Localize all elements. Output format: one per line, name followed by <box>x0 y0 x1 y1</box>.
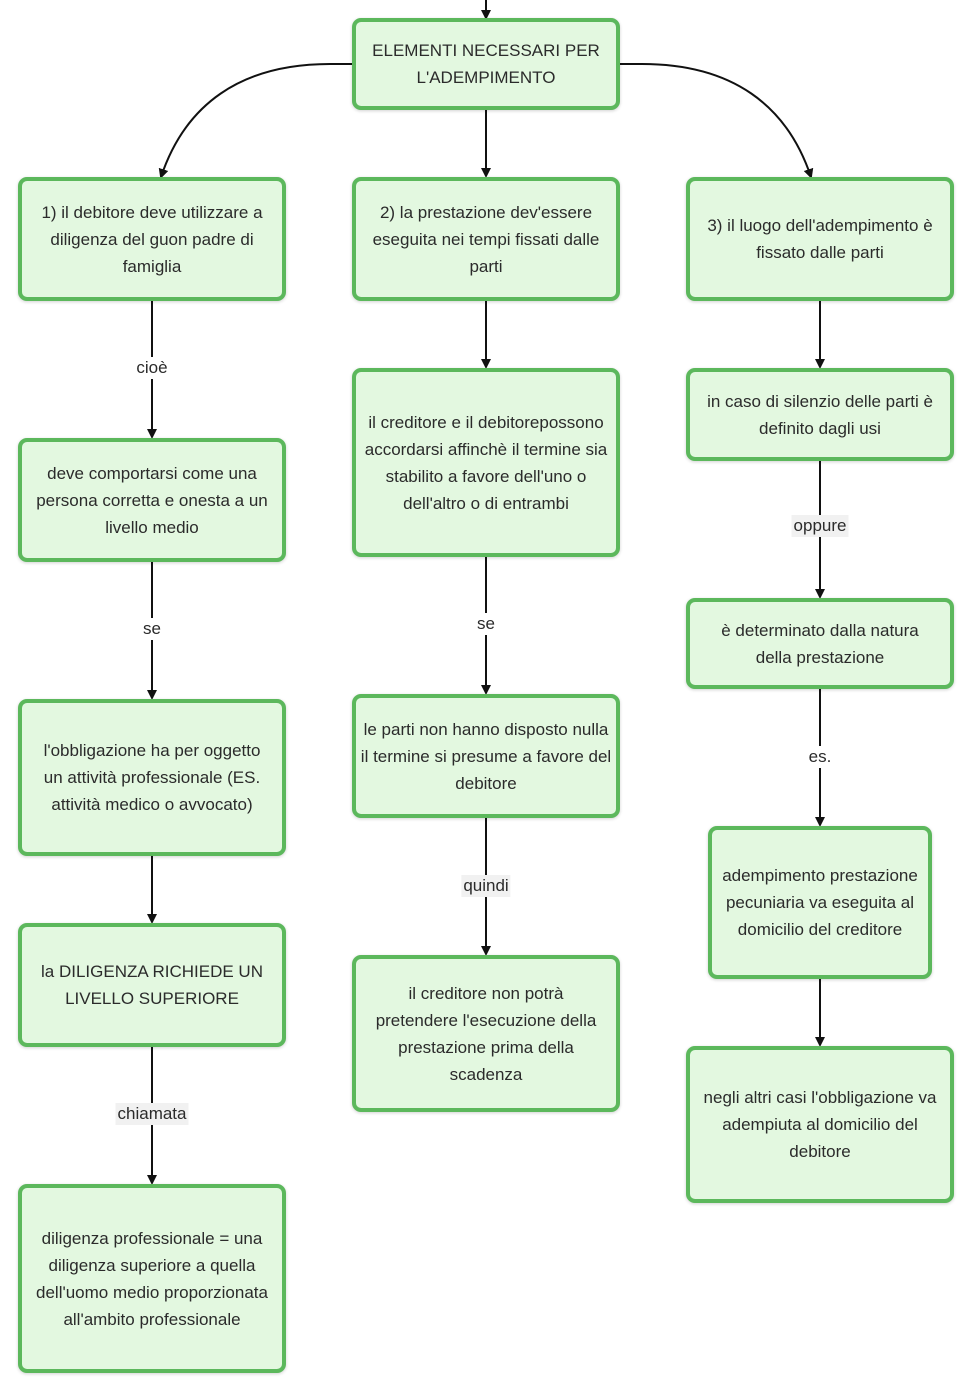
c3-node-4[interactable] <box>708 826 932 979</box>
c1-node-4[interactable] <box>18 923 286 1047</box>
c2-node-4-label: il creditore non potrà pretendere l'esecuzione della prestazione prima della scadenza <box>375 983 597 1084</box>
c2-node-2[interactable] <box>352 368 620 557</box>
edge-root-to-c1 <box>161 64 352 177</box>
c2-node-3-label: le parti non hanno disposto nulla il termine si presume a favore del debitore <box>360 719 612 793</box>
c3-node-2[interactable] <box>686 368 954 461</box>
c1-head-node[interactable] <box>18 177 286 301</box>
c1-node-5-label: diligenza professionale = una diligenza superiore a quella dell'uomo medio proporzionata all'ambito professionale <box>36 1228 268 1329</box>
c3-node-3[interactable] <box>686 598 954 689</box>
c3-node-5-label: negli altri casi l'obbligazione va adempiuta al domicilio del debitore <box>703 1088 937 1161</box>
c3-node-4-label: adempimento prestazione pecuniaria va eseguita al domicilio del creditore <box>722 866 918 939</box>
edge-label-c2-quindi: quindi <box>463 876 509 895</box>
c3-head-node[interactable] <box>686 177 954 301</box>
edge-label-c1-cioe: cioè <box>136 358 168 377</box>
c1-node-3[interactable] <box>18 699 286 856</box>
c1-node-5[interactable] <box>18 1184 286 1373</box>
c2-head-node-label: 2) la prestazione dev'essere eseguita nei tempi fissati dalle parti <box>372 202 600 276</box>
root-node[interactable] <box>352 18 620 110</box>
c2-node-4[interactable] <box>352 955 620 1112</box>
c3-node-5[interactable] <box>686 1046 954 1203</box>
c1-node-3-label: l'obbligazione ha per oggetto un attività professionale (ES. attività medico o avvocato) <box>43 741 261 814</box>
edge-label-c3-oppure: oppure <box>793 516 847 535</box>
c2-node-3[interactable] <box>352 694 620 818</box>
c2-head-node[interactable] <box>352 177 620 301</box>
edge-label-c1-se: se <box>143 619 161 638</box>
c2-node-2-label: il creditore e il debitorepossono accordarsi affinchè il termine sia stabilito a favore dell'uno o dell'altro o di entrambi <box>364 412 608 513</box>
root-node-label: ELEMENTI NECESSARI PER L'ADEMPIMENTO <box>372 41 600 87</box>
c3-node-2-label: in caso di silenzio delle parti è definito dagli usi <box>707 391 933 438</box>
c1-node-2[interactable] <box>18 438 286 562</box>
c1-node-4-label: la DILIGENZA RICHIEDE UN LIVELLO SUPERIORE <box>41 962 263 1008</box>
c3-head-node-label: 3) il luogo dell'adempimento è fissato dalle parti <box>707 216 933 262</box>
edge-label-c2-se: se <box>477 614 495 633</box>
c3-node-3-label: è determinato dalla natura della prestazione <box>721 620 919 667</box>
edge-label-c1-chiamata: chiamata <box>117 1104 187 1123</box>
c1-head-node-label: 1) il debitore deve utilizzare a diligenza del guon padre di famiglia <box>41 202 263 276</box>
edge-root-to-c3 <box>620 64 811 177</box>
c1-node-2-label: deve comportarsi come una persona corretta e onesta a un livello medio <box>36 463 268 537</box>
edge-label-c3-es: es. <box>808 747 832 766</box>
